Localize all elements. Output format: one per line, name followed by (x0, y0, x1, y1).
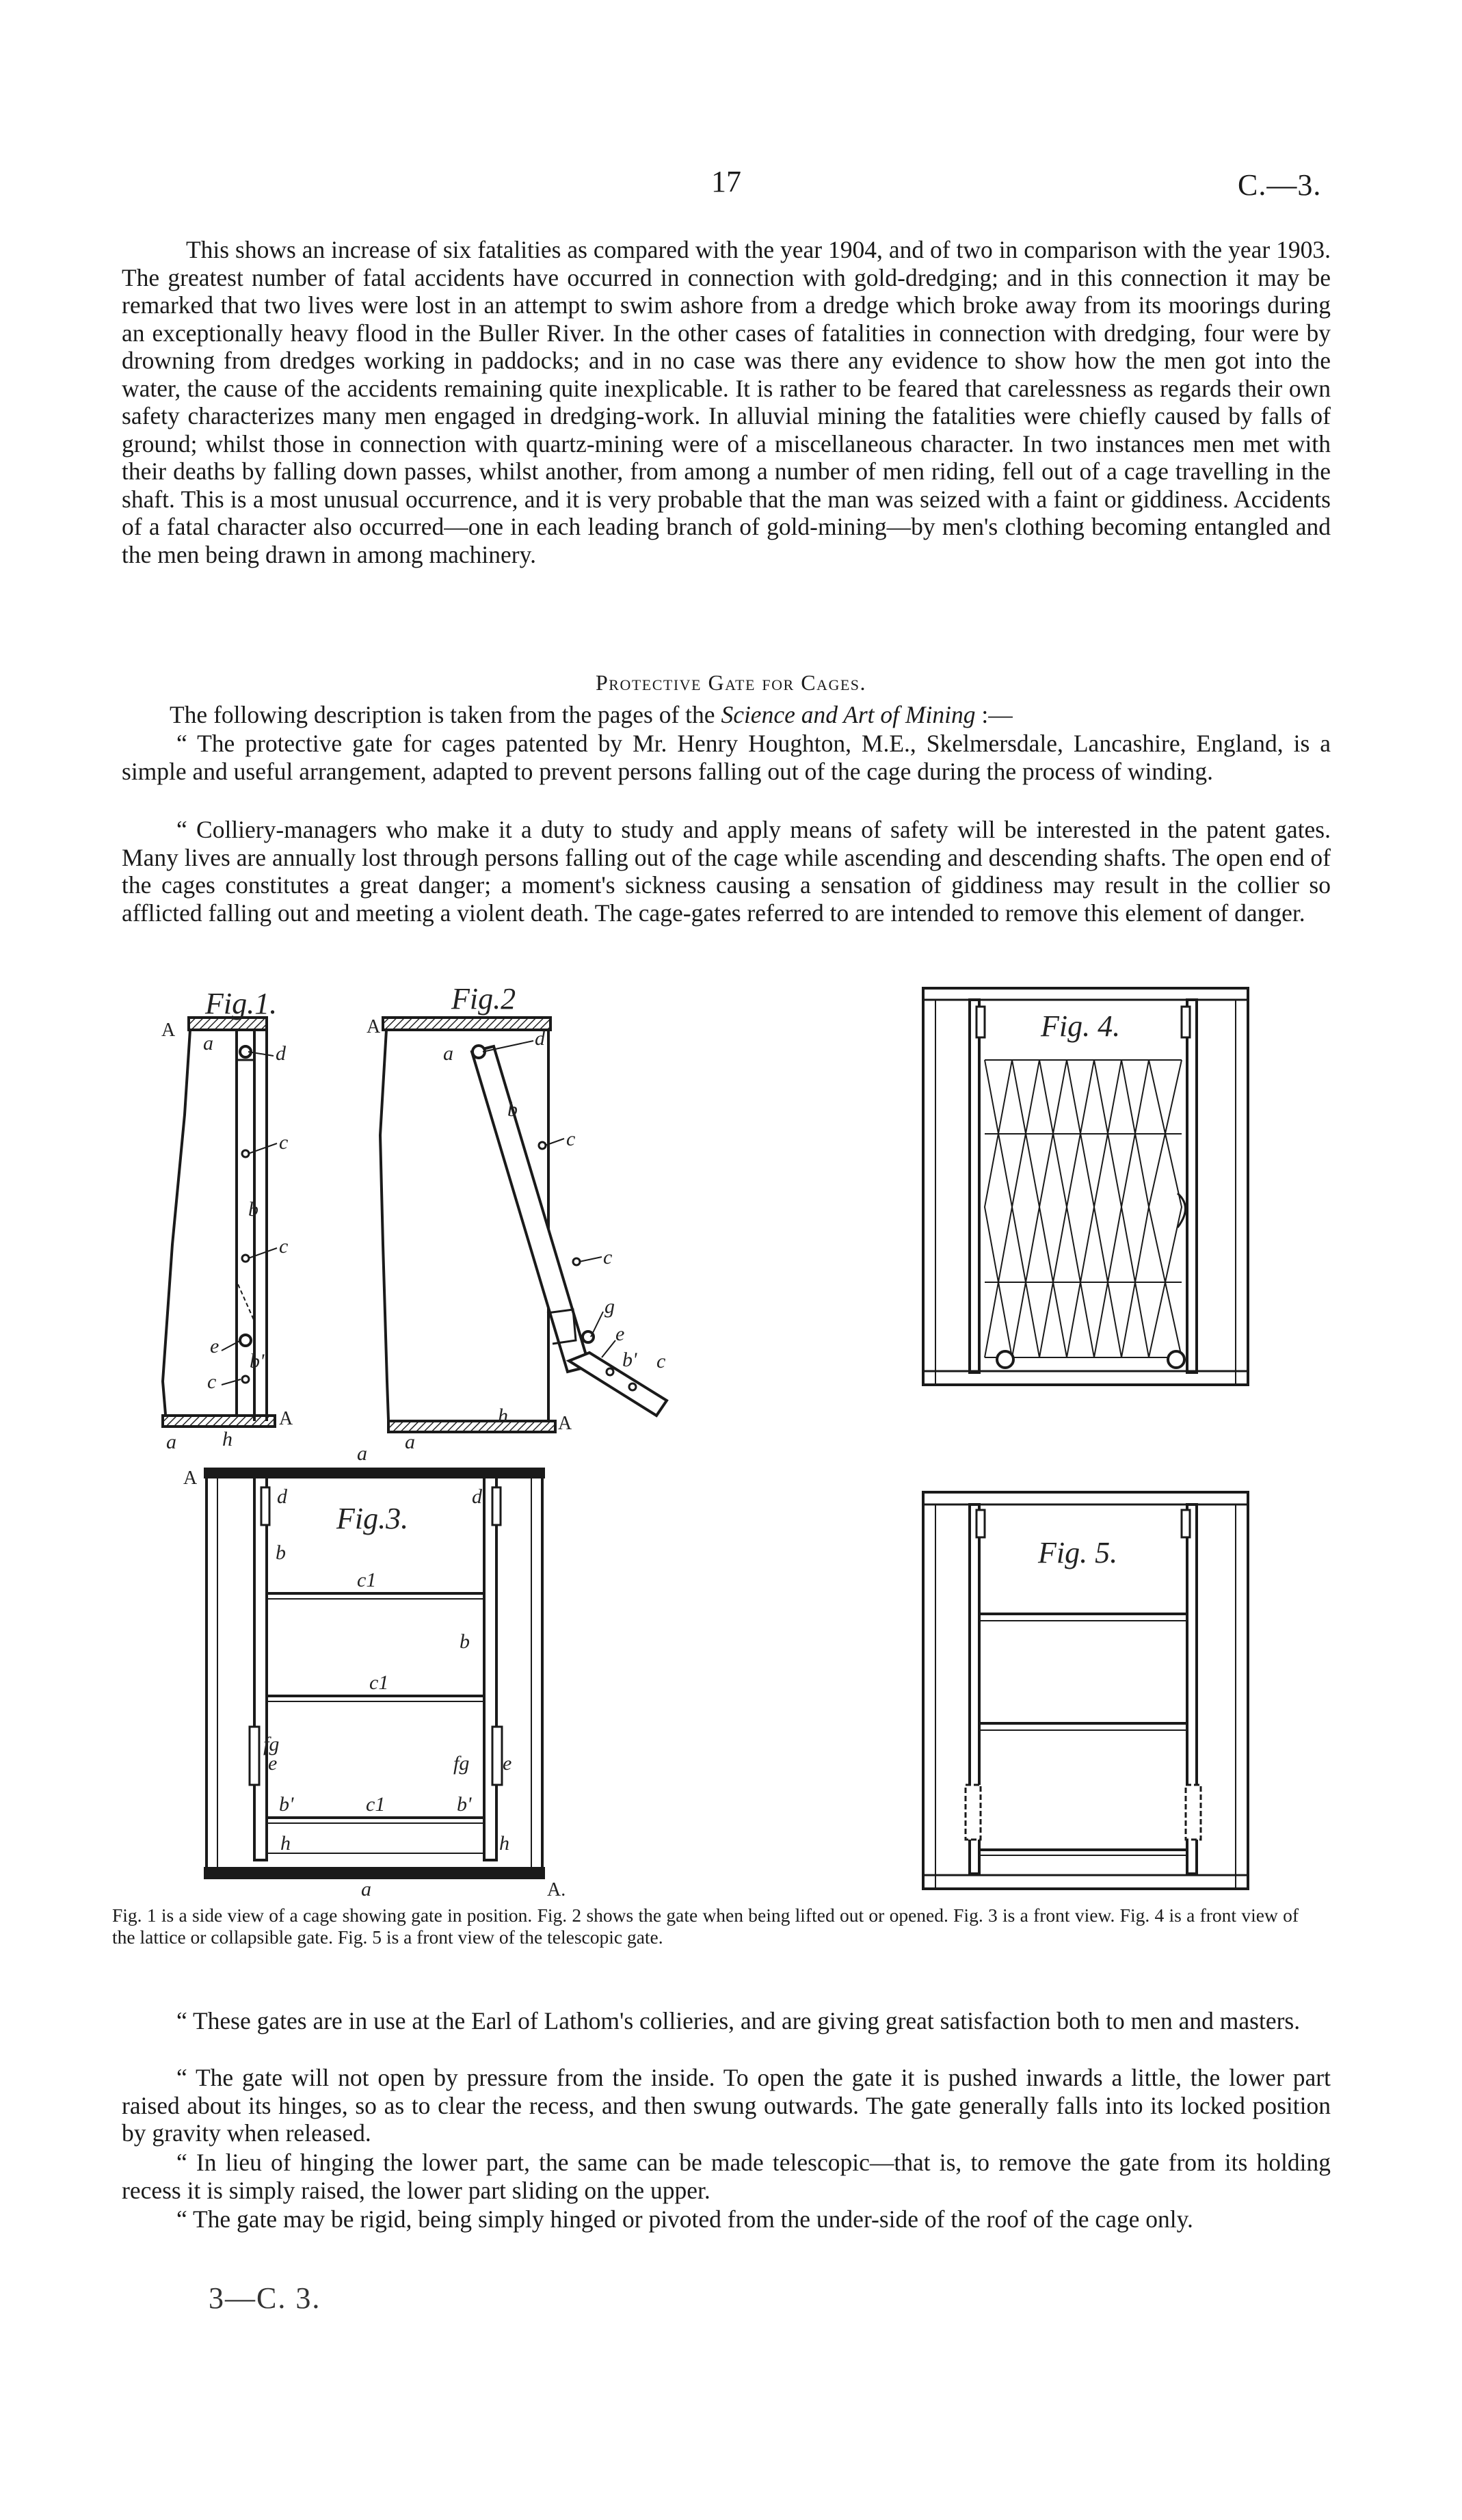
fig3-label-fg-right: fg (453, 1752, 470, 1775)
fig1-label-A-bottom: A (279, 1408, 293, 1429)
fig1-label-c-bottom: c (207, 1370, 217, 1393)
fig3-label-h-right: h (499, 1832, 509, 1855)
fig3-label-A-bottom: A. (547, 1879, 566, 1900)
figure-3-labels (183, 1442, 566, 1900)
fig3-label-c1-bottom: c1 (366, 1793, 386, 1816)
fig3-label-b-right: b (460, 1630, 470, 1653)
fig1-label-d: d (276, 1042, 286, 1065)
fig1-label-b-prime: b' (250, 1350, 265, 1372)
figure-caption: Fig. 1 is a side view of a cage showing gate in position. Fig. 2 shows the gate when being lifted out or opened. Fig. 3 is a front view. Fig. 4 is a front view of the lattice or collapsible gate. Fig. 5 is a front view of the telescopic gate. (112, 1905, 1299, 1948)
fig2-label-a-bottom: a (405, 1431, 415, 1453)
paragraph-gate-opening: “ The gate will not open by pressure from the inside. To open the gate it is pushed inwards a little, the lower part raised about its hinges, so as to clear the recess, and then swung outwards. The gate generally falls into its locked position by gravity when released. (122, 2064, 1331, 2147)
fig2-label-b-prime: b' (622, 1349, 637, 1371)
paragraph-fatalities: This shows an increase of six fatalities as compared with the year 1904, and of two in comparison with the year 1903. The greatest number of fatal accidents have occurred in connection with gold-dredging; and in this connection it may be remarked that two lives were lost in an attempt to swim ashore from a dredge which broke away from its moorings during an exceptionally heavy flood in the Buller River. In the other cases of fatalities in connection with dredging, four were by drowning from dredges working in paddocks; and in no case was there any evidence to show how the men got into the water, the cause of the accidents remaining quite inexplicable. It is rather to be feared that carelessness as regards their own safety characterizes many men engaged in dredging-work. In alluvial mining the fatalities were chiefly caused by falls of ground; whilst those in connection with quartz-mining were of a miscellaneous character. In two instances men met with their deaths by falling down passes, whilst another, from among a number of men riding, fell out of a cage travelling in the shaft. This is a most unusual occurrence, and it is very probable that the man was seized with a faint or giddiness. Accidents of a fatal character also occurred—one in each leading branch of gold-mining—by men's clothing becoming entangled and the men being drawn in among machinery. (122, 236, 1331, 568)
fig3-label-d-right: d (472, 1485, 482, 1508)
fig1-label-a-bottom: a (166, 1431, 176, 1453)
figure-4-labels (1040, 1009, 1120, 1043)
paragraph-rigid: “ The gate may be rigid, being simply hinged or pivoted from the under-side of the roof of the cage only. (176, 2205, 1193, 2233)
fig1-label-a: a (203, 1032, 213, 1055)
fig1-label-c-upper: c (279, 1131, 289, 1154)
paragraph-source (122, 701, 1331, 729)
fig4-title: Fig. 4. (1041, 1009, 1121, 1043)
fig3-label-b-left: b (276, 1541, 286, 1564)
paragraph-colliery: “ Colliery-managers who make it a duty to study and apply means of safety will be interested in the patent gates. Many lives are annually lost through persons falling out of the cage while ascending and descending shafts. The open end of the cages constitutes a great danger; a moment's sickness causing a sensation of giddiness may result in the collier so afflicted falling out and meeting a violent death. The cage-gates referred to are intended to remove this element of danger. (122, 816, 1331, 927)
fig3-label-fg-left: fg (263, 1733, 280, 1755)
document-reference: C.—3. (1238, 168, 1322, 202)
section-heading: Protective Gate for Cages. (595, 670, 867, 695)
fig1-label-A-top: A (161, 1020, 176, 1041)
fig2-label-c-upper: c (566, 1128, 576, 1150)
fig1-title: Fig.1. (205, 987, 278, 1020)
figure-5-labels (1037, 1536, 1117, 1569)
paragraph-patent: “ The protective gate for cages patented by Mr. Henry Houghton, M.E., Skelmersdale, Lancashire, England, is a simple and useful arrangement, adapted to prevent persons falling out of the cage during the process of winding. (122, 730, 1331, 785)
paragraph-telescopic: “ In lieu of hinging the lower part, the same can be made telescopic—that is, to remove the gate from its holding recess it is simply raised, the lower part sliding on the upper. (122, 2149, 1331, 2204)
fig3-label-c1-top: c1 (357, 1569, 377, 1591)
fig3-label-e-left: e (268, 1752, 278, 1775)
fig2-label-A-bottom: A (558, 1413, 572, 1434)
fig1-label-c-lower: c (279, 1235, 289, 1258)
fig3-label-c1-middle: c1 (369, 1671, 389, 1694)
fig2-label-g: g (604, 1295, 615, 1318)
fig2-label-a: a (443, 1042, 453, 1065)
fig3-label-b-prime-left: b' (279, 1793, 294, 1816)
fig2-label-A-top: A (367, 1016, 381, 1037)
fig1-label-e: e (210, 1335, 220, 1357)
cage-gate-figures (0, 957, 1462, 1901)
fig2-label-e: e (615, 1323, 625, 1345)
figure-4-lattice-gate (923, 988, 1248, 1385)
fig2-label-c-lower: c (656, 1350, 666, 1372)
fig1-label-h: h (222, 1428, 232, 1450)
fig2-title: Fig.2 (451, 982, 516, 1016)
paragraph-lathom: “ These gates are in use at the Earl of Lathom's collieries, and are giving great satisfaction both to men and masters. (176, 2007, 1301, 2034)
source-outro: :— (975, 701, 1013, 728)
fig2-label-d: d (535, 1027, 545, 1050)
page-number: 17 (711, 165, 741, 198)
fig2-label-b: b (507, 1098, 518, 1121)
fig3-label-d-left: d (277, 1485, 287, 1508)
source-intro: The following description is taken from the pages of the (170, 701, 721, 728)
fig3-label-h-left: h (280, 1832, 291, 1855)
fig3-label-a-bottom: a (361, 1878, 371, 1900)
fig2-label-h: h (498, 1405, 508, 1427)
fig5-title: Fig. 5. (1038, 1536, 1118, 1569)
fig3-label-b-prime-right: b' (457, 1793, 472, 1816)
signature-mark: 3—C. 3. (209, 2281, 321, 2315)
source-title: Science and Art of Mining (721, 701, 976, 728)
fig3-label-e-right: e (503, 1752, 512, 1775)
fig1-label-b: b (248, 1198, 258, 1221)
fig3-label-A-top: A (183, 1468, 198, 1489)
fig3-label-a-top: a (357, 1442, 367, 1465)
fig3-title: Fig.3. (336, 1502, 409, 1535)
fig2-label-c-middle: c (603, 1246, 613, 1269)
